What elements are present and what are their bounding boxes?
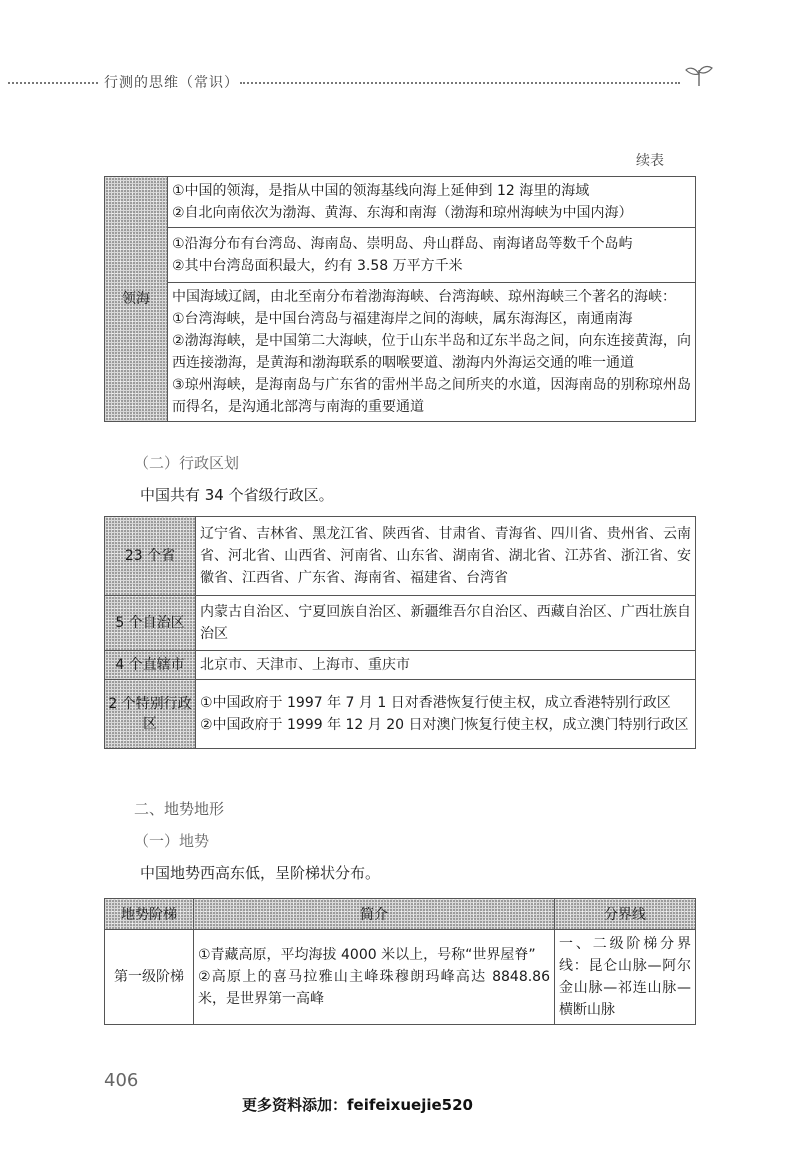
row-label-territorial-sea: 领海 [105,177,168,422]
table-row [105,228,696,283]
table-row [105,651,696,680]
table-row [105,596,696,651]
terrain-intro-paragraph: 中国地势西高东低，呈阶梯状分布。 [140,864,381,882]
table-header-row [105,899,696,930]
cell-line: ①台湾海峡，是中国台湾岛与福建海岸之间的海峡，属东海海区，南通南海 [172,311,633,327]
cell-line: ③琼州海峡，是海南岛与广东省的雷州半岛之间所夹的水道，因海南岛的别称琼州岛而得名，是沟通北部湾与南海的重要通道 [172,377,691,415]
subheading-admin-divisions: （二）行政区划 [134,454,240,472]
row-label-special-admin-regions: 2 个特别行政区 [105,680,196,749]
cell-line: ①青藏高原，平均海拔 4000 米以上，号称“世界屋脊” [198,947,536,963]
table-cell [196,651,696,680]
cell-line: 北京市、天津市、上海市、重庆市 [200,657,410,673]
row-label-provinces: 23 个省 [105,517,196,596]
header-dotted-rule-right [240,82,680,84]
table-cell [168,228,696,283]
table-cell [196,517,696,596]
table-cell [196,596,696,651]
header-dotted-rule-left [8,82,98,84]
table-row [105,517,696,596]
cell-line: ②其中台湾岛面积最大，约有 3.58 万平方千米 [172,258,463,274]
cell-line: ②自北向南依次为渤海、黄海、东海和南海（渤海和琼州海峡为中国内海） [172,205,633,221]
table-cell [194,930,555,1025]
cell-line: ②渤海海峡，是中国第二大海峡，位于山东半岛和辽东半岛之间，向东连接黄海，向西连接渤海，是黄海和渤海联系的咽喉要道、渤海内外海运交通的唯一通道 [172,333,691,371]
cell-line: 中国海域辽阔，由北至南分布着渤海海峡、台湾海峡、琼州海峡三个著名的海峡： [172,289,676,305]
subheading-terrain: （一）地势 [134,832,210,850]
cell-line: 辽宁省、吉林省、黑龙江省、陕西省、甘肃省、青海省、四川省、贵州省、云南省、河北省、山西省、河南省、山东省、湖南省、湖北省、江苏省、浙江省、安徽省、江西省、广东省、海南省、福建省、台湾省 [200,526,691,586]
cell-line: ②中国政府于 1999 年 12 月 20 日对澳门恢复行使主权，成立澳门特别行政区 [200,717,689,733]
section-title-terrain: 二、地势地形 [134,800,225,818]
running-title: 行测的思维（常识） [104,75,239,91]
table-cell [168,177,696,228]
column-header: 地势阶梯 [105,899,194,930]
cell-line: ②高原上的喜马拉雅山主峰珠穆朗玛峰高达 8848.86 米，是世界第一高峰 [198,969,550,1007]
cell-line: ①中国的领海，是指从中国的领海基线向海上延伸到 12 海里的海域 [172,183,590,199]
footer-note: 更多资料添加：feifeixuejie520 [242,1096,473,1114]
admin-divisions-table [104,516,696,749]
terrain-steps-table [104,898,696,1025]
row-label-municipalities: 4 个直辖市 [105,651,196,680]
continued-label: 续表 [636,153,664,169]
territorial-sea-table [104,176,696,422]
cell-line: ①沿海分布有台湾岛、海南岛、崇明岛、舟山群岛、南海诸岛等数千个岛屿 [172,236,633,252]
admin-intro-paragraph: 中国共有 34 个省级行政区。 [140,486,334,504]
cell-line: 内蒙古自治区、宁夏回族自治区、新疆维吾尔自治区、西藏自治区、广西壮族自治区 [200,604,691,642]
column-header: 简介 [194,899,555,930]
table-cell: 一、二级阶梯分界线：昆仑山脉—阿尔金山脉—祁连山脉—横断山脉 [555,930,696,1025]
table-cell [196,680,696,749]
table-cell [168,283,696,422]
table-row [105,177,696,228]
cell-line: ①中国政府于 1997 年 7 月 1 日对香港恢复行使主权，成立香港特别行政区 [200,695,671,711]
table-row [105,930,696,1025]
table-row [105,283,696,422]
column-header: 分界线 [555,899,696,930]
sprout-icon [684,62,714,88]
row-label-autonomous-regions: 5 个自治区 [105,596,196,651]
page-number: 406 [104,1070,139,1091]
running-header [0,70,720,94]
row-label-first-step: 第一级阶梯 [105,930,194,1025]
table-row [105,680,696,749]
